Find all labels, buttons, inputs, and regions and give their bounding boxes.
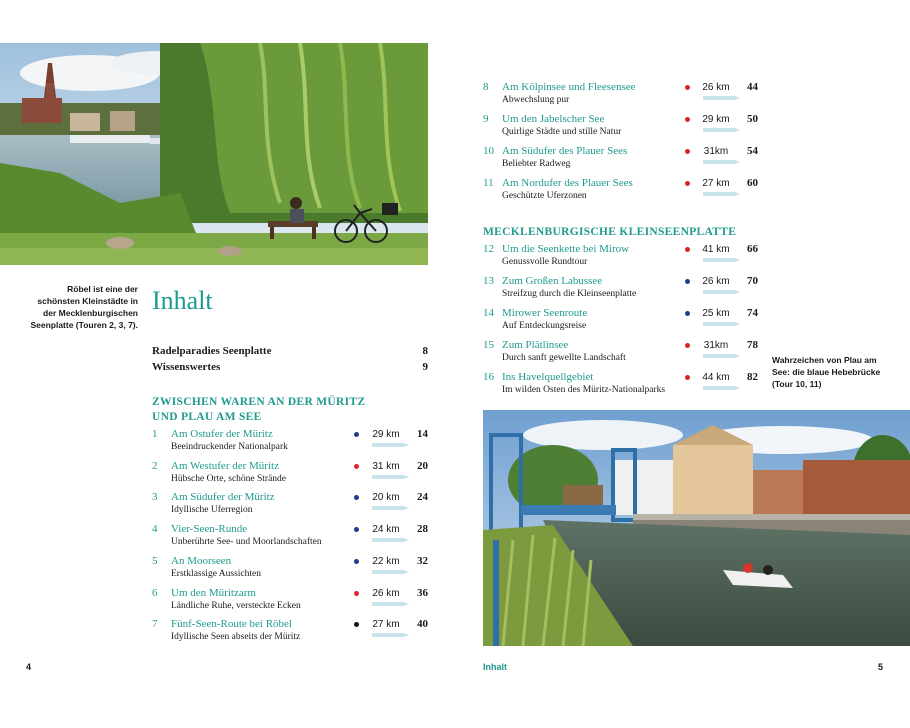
distance-arrow-icon bbox=[703, 354, 735, 358]
photo-plau-illustration bbox=[483, 410, 910, 646]
caption-line: See: die blaue Hebebrücke bbox=[772, 367, 881, 377]
tour-number: 10 bbox=[483, 145, 494, 157]
tour-title: Vier-Seen-Runde bbox=[171, 523, 248, 536]
distance-arrow-icon bbox=[372, 602, 404, 606]
tour-page: 54 bbox=[747, 145, 758, 157]
tour-number: 12 bbox=[483, 243, 494, 255]
tour-number: 6 bbox=[152, 586, 158, 599]
distance-arrow-icon bbox=[703, 386, 735, 390]
tour-page: 40 bbox=[417, 618, 428, 631]
tour-subtitle: Geschützte Uferzonen bbox=[502, 191, 587, 201]
distance-arrow-icon bbox=[372, 506, 404, 510]
running-head-right: Inhalt bbox=[483, 662, 507, 672]
toc-entry-title: Radelparadies Seenplatte bbox=[152, 345, 272, 357]
tour-page: 74 bbox=[747, 307, 758, 319]
tour-title: Um den Müritzarm bbox=[171, 586, 256, 599]
difficulty-dot-icon bbox=[685, 247, 690, 252]
tour-number: 14 bbox=[483, 307, 494, 319]
tour-number: 5 bbox=[152, 554, 158, 567]
tour-distance: 31km bbox=[703, 146, 729, 157]
tour-subtitle: Durch sanft gewellte Landschaft bbox=[502, 353, 626, 363]
difficulty-dot-icon bbox=[354, 622, 359, 627]
tour-distance: 27 km bbox=[372, 619, 400, 631]
difficulty-dot-icon bbox=[354, 527, 359, 532]
tour-entry[interactable] bbox=[483, 177, 758, 207]
tour-title: Am Südufer des Plauer Sees bbox=[502, 145, 628, 157]
tour-distance: 25 km bbox=[702, 308, 730, 319]
tour-number: 16 bbox=[483, 371, 494, 383]
difficulty-dot-icon bbox=[354, 559, 359, 564]
tour-entry[interactable] bbox=[152, 428, 428, 458]
tour-entry[interactable] bbox=[483, 81, 758, 111]
tour-entry[interactable] bbox=[483, 113, 758, 143]
photo-caption-plau bbox=[772, 354, 902, 390]
difficulty-dot-icon bbox=[354, 464, 359, 469]
tour-page: 78 bbox=[747, 339, 758, 351]
photo-roebel-illustration bbox=[0, 43, 428, 265]
distance-arrow-icon bbox=[703, 322, 735, 326]
tour-subtitle: Beeindruckender Nationalpark bbox=[171, 442, 288, 452]
distance-arrow-icon bbox=[703, 258, 735, 262]
distance-arrow-icon bbox=[372, 570, 404, 574]
tour-page: 28 bbox=[417, 523, 428, 536]
tour-subtitle: Abwechslung pur bbox=[502, 95, 570, 105]
tour-number: 2 bbox=[152, 459, 158, 472]
caption-line: Röbel ist eine der bbox=[67, 284, 138, 294]
tour-page: 82 bbox=[747, 371, 758, 383]
tour-subtitle: Erstklassige Aussichten bbox=[171, 568, 261, 579]
section-title-kleinseenplatte: MECKLENBURGISCHE KLEINSEENPLATTE bbox=[483, 226, 737, 238]
caption-line: Wahrzeichen von Plau am bbox=[772, 355, 877, 365]
tour-title: Um den Jabelscher See bbox=[502, 113, 605, 125]
page-number-right: 5 bbox=[878, 662, 884, 672]
tour-subtitle: Auf Entdeckungsreise bbox=[502, 321, 587, 331]
tour-number: 9 bbox=[483, 113, 489, 125]
tour-entry[interactable] bbox=[483, 339, 758, 369]
difficulty-dot-icon bbox=[685, 375, 690, 380]
tour-entry[interactable] bbox=[483, 145, 758, 175]
difficulty-dot-icon bbox=[685, 279, 690, 284]
tour-page: 70 bbox=[747, 275, 758, 287]
distance-arrow-icon bbox=[372, 475, 404, 479]
tour-distance: 31km bbox=[703, 340, 729, 351]
tour-distance: 22 km bbox=[372, 555, 400, 567]
tour-number: 11 bbox=[483, 177, 494, 189]
tour-number: 1 bbox=[152, 428, 158, 440]
tour-title: Zum Großen Labussee bbox=[502, 275, 603, 287]
tour-entry[interactable] bbox=[152, 555, 428, 585]
toc-entry-page: 8 bbox=[422, 345, 428, 357]
tour-distance: 26 km bbox=[702, 82, 730, 93]
tour-page: 20 bbox=[417, 459, 428, 472]
tour-entry[interactable] bbox=[483, 307, 758, 337]
tour-entry[interactable] bbox=[152, 523, 428, 553]
photo-roebel-lakeside bbox=[0, 43, 428, 265]
tour-subtitle: Genussvolle Rundtour bbox=[502, 257, 588, 267]
distance-arrow-icon bbox=[372, 443, 404, 447]
tour-page: 66 bbox=[747, 243, 758, 255]
tour-subtitle: Quirlige Städte und stille Natur bbox=[502, 127, 622, 137]
toc-entry-wissenswertes[interactable] bbox=[152, 361, 428, 373]
tour-distance: 20 km bbox=[372, 492, 400, 504]
tour-title: An Moorseen bbox=[171, 554, 232, 567]
tour-distance: 44 km bbox=[702, 372, 730, 383]
tour-entry[interactable] bbox=[483, 371, 758, 401]
tour-subtitle: Beliebter Radweg bbox=[502, 159, 571, 169]
toc-entry-radelparadies[interactable] bbox=[152, 345, 428, 357]
tour-entry[interactable] bbox=[152, 587, 428, 617]
tour-subtitle: Im wilden Osten des Müritz-Nationalparks bbox=[502, 385, 666, 395]
distance-arrow-icon bbox=[703, 160, 735, 164]
tour-entry[interactable] bbox=[483, 275, 758, 305]
distance-arrow-icon bbox=[703, 290, 735, 294]
difficulty-dot-icon bbox=[685, 117, 690, 122]
tour-subtitle: Streifzug durch die Kleinseenplatte bbox=[502, 289, 637, 299]
tour-entry[interactable] bbox=[152, 460, 428, 490]
tour-distance: 29 km bbox=[702, 114, 730, 125]
page-title: Inhalt bbox=[152, 286, 213, 315]
tour-subtitle: Hübsche Orte, schöne Strände bbox=[171, 473, 287, 484]
tour-distance: 41 km bbox=[702, 244, 730, 255]
tour-number: 13 bbox=[483, 275, 494, 287]
tour-number: 7 bbox=[152, 618, 158, 631]
difficulty-dot-icon bbox=[354, 432, 359, 437]
tour-entry[interactable] bbox=[152, 618, 428, 648]
tour-title: Fünf-Seen-Route bei Röbel bbox=[171, 618, 292, 631]
difficulty-dot-icon bbox=[685, 149, 690, 154]
tour-title: Um die Seenkette bei Mirow bbox=[502, 243, 630, 255]
difficulty-dot-icon bbox=[354, 495, 359, 500]
difficulty-dot-icon bbox=[354, 591, 359, 596]
caption-line: der Mecklenburgischen bbox=[43, 308, 138, 318]
tour-subtitle: Idyllische Uferregion bbox=[171, 505, 253, 516]
distance-arrow-icon bbox=[703, 96, 735, 100]
tour-title: Am Südufer der Müritz bbox=[171, 491, 275, 504]
difficulty-dot-icon bbox=[685, 343, 690, 348]
tour-subtitle: Ländliche Ruhe, versteckte Ecken bbox=[171, 600, 301, 611]
tour-title: Am Ostufer der Müritz bbox=[171, 428, 273, 440]
tour-number: 3 bbox=[152, 491, 158, 504]
tour-subtitle: Idyllische Seen abseits der Müritz bbox=[171, 632, 301, 643]
caption-line: (Tour 10, 11) bbox=[772, 379, 822, 389]
tour-page: 36 bbox=[417, 586, 428, 599]
tour-subtitle: Unberührte See- und Moorlandschaften bbox=[171, 537, 322, 548]
tour-distance: 27 km bbox=[702, 178, 730, 189]
tour-page: 24 bbox=[417, 491, 428, 504]
photo-plau-lift-bridge bbox=[483, 410, 910, 646]
tour-distance: 26 km bbox=[372, 587, 400, 599]
tour-distance: 24 km bbox=[372, 524, 400, 536]
tour-page: 44 bbox=[747, 81, 758, 93]
distance-arrow-icon bbox=[372, 538, 404, 542]
distance-arrow-icon bbox=[372, 633, 404, 637]
section-title-line: ZWISCHEN WAREN AN DER MÜRITZ bbox=[152, 396, 366, 408]
tour-entry[interactable] bbox=[483, 243, 758, 273]
tour-title: Zum Plätlinsee bbox=[502, 339, 569, 351]
toc-entry-page: 9 bbox=[422, 361, 428, 373]
tour-page: 32 bbox=[417, 554, 428, 567]
distance-arrow-icon bbox=[703, 192, 735, 196]
toc-entry-title: Wissenswertes bbox=[152, 361, 221, 373]
tour-page: 60 bbox=[747, 177, 758, 189]
tour-number: 4 bbox=[152, 523, 158, 536]
tour-title: Am Westufer der Müritz bbox=[171, 459, 279, 472]
difficulty-dot-icon bbox=[685, 181, 690, 186]
tour-distance: 31 km bbox=[372, 460, 400, 472]
difficulty-dot-icon bbox=[685, 311, 690, 316]
tour-entry[interactable] bbox=[152, 491, 428, 521]
tour-page: 14 bbox=[417, 428, 428, 440]
tour-distance: 29 km bbox=[372, 429, 400, 440]
difficulty-dot-icon bbox=[685, 85, 690, 90]
photo-caption-roebel bbox=[28, 283, 138, 331]
tour-title: Mirower Seenroute bbox=[502, 307, 588, 319]
tour-title: Am Nordufer des Plauer Sees bbox=[502, 177, 633, 189]
section-title-waren-plau bbox=[152, 395, 365, 425]
distance-arrow-icon bbox=[703, 128, 735, 132]
caption-line: schönsten Kleinstädte in bbox=[37, 296, 138, 306]
tour-number: 8 bbox=[483, 81, 489, 93]
tour-title: Ins Havelquellgebiet bbox=[502, 371, 594, 383]
caption-line: Seenplatte (Touren 2, 3, 7). bbox=[30, 320, 138, 330]
section-title-line: UND PLAU AM SEE bbox=[152, 411, 262, 423]
tour-page: 50 bbox=[747, 113, 758, 125]
page-number-left: 4 bbox=[26, 662, 32, 672]
tour-number: 15 bbox=[483, 339, 494, 351]
tour-distance: 26 km bbox=[702, 276, 730, 287]
tour-title: Am Kölpinsee und Fleesensee bbox=[502, 81, 636, 93]
